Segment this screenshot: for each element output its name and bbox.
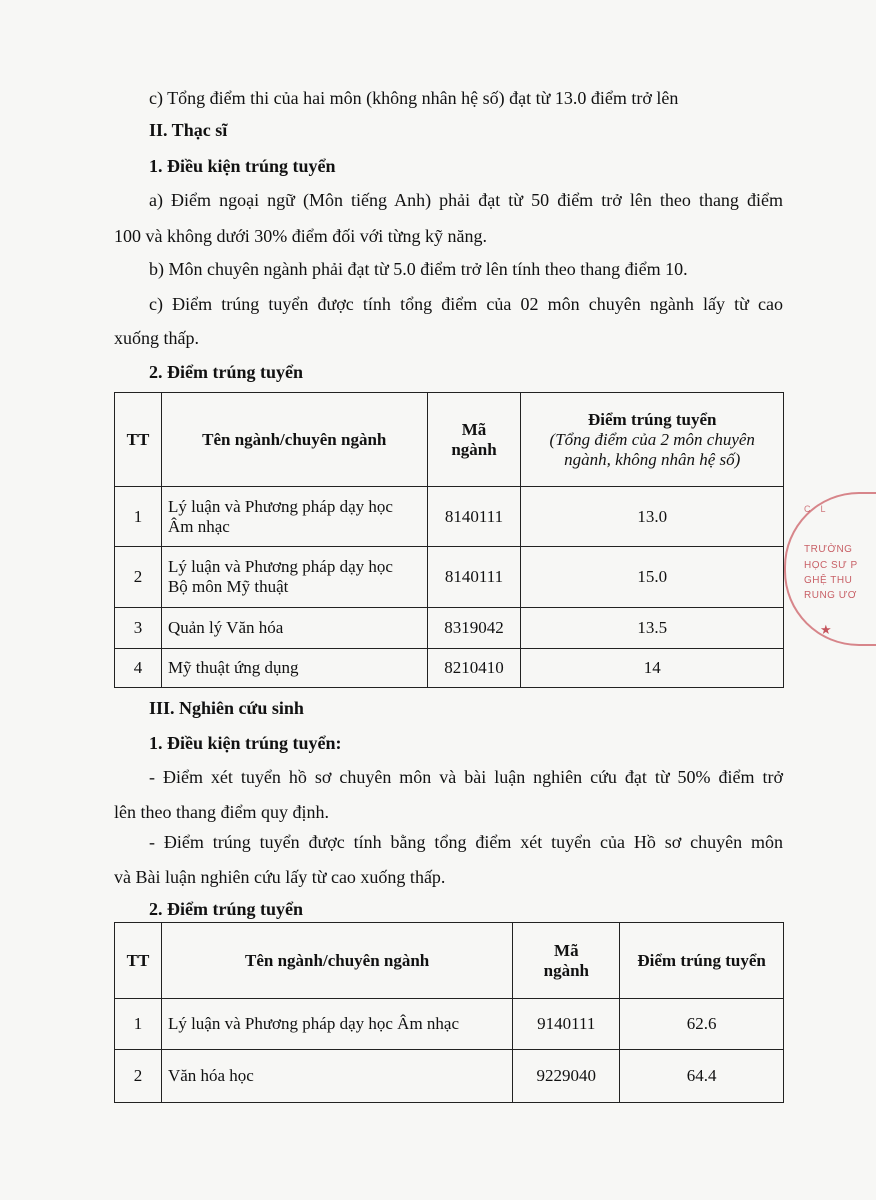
heading-dieu-kien-1: 1. Điều kiện trúng tuyển <box>149 156 336 176</box>
table-row <box>115 999 784 1050</box>
paragraph-ncs2-line1: - Điểm trúng tuyển được tính bằng tổng điểm xét tuyển của Hồ sơ chuyên môn <box>149 832 783 852</box>
cell-name: Quản lý Văn hóa <box>161 608 427 649</box>
cell-code: 8210410 <box>427 649 521 688</box>
paragraph-c-line1: c) Điểm trúng tuyển được tính tổng điểm của 02 môn chuyên ngành lấy từ cao <box>149 294 783 314</box>
paragraph-ncs1-line2: lên theo thang điểm quy định. <box>114 802 329 822</box>
cell-code: 8140111 <box>427 547 521 608</box>
school-seal <box>784 492 876 646</box>
header-score: Điểm trúng tuyển <box>620 923 784 999</box>
cell-name: Văn hóa học <box>161 1050 512 1103</box>
cell-code: 8319042 <box>427 608 521 649</box>
header-score-title: Điểm trúng tuyển <box>588 409 717 429</box>
seal-star-icon: ★ <box>820 622 832 637</box>
cell-tt: 1 <box>115 487 162 547</box>
cell-tt: 3 <box>115 608 162 649</box>
paragraph-a-line1: a) Điểm ngoại ngữ (Môn tiếng Anh) phải đạt từ 50 điểm trở lên theo thang điểm <box>149 190 783 210</box>
heading-dieu-kien-2: 1. Điều kiện trúng tuyển: <box>149 733 342 753</box>
cell-tt: 1 <box>115 999 162 1050</box>
seal-text-line2: HỌC SƯ P <box>804 560 858 571</box>
heading-thac-si: II. Thạc sĩ <box>149 120 228 140</box>
header-code <box>427 393 521 487</box>
header-score <box>521 393 784 487</box>
paragraph-ncs1-line1: - Điểm xét tuyển hồ sơ chuyên môn và bài luận nghiên cứu đạt từ 50% điểm trở <box>149 767 783 787</box>
paragraph-c-line2: xuống thấp. <box>114 328 199 348</box>
cell-score: 62.6 <box>620 999 784 1050</box>
header-score-note-line2: ngành, không nhân hệ số) <box>564 449 741 469</box>
seal-text-line3: GHỆ THU <box>804 575 853 586</box>
cell-score: 15.0 <box>521 547 784 608</box>
header-code <box>513 923 620 999</box>
table-row <box>115 487 784 547</box>
table-row <box>115 649 784 688</box>
cell-name-line1: Lý luận và Phương pháp dạy học <box>167 496 393 516</box>
masters-score-table <box>114 392 784 688</box>
cell-score: 64.4 <box>620 1050 784 1103</box>
cell-name: Lý luận và Phương pháp dạy học Âm nhạc <box>161 999 512 1050</box>
seal-text-line4: RUNG ƯƠ <box>804 590 857 601</box>
cell-name-line1: Lý luận và Phương pháp dạy học <box>167 557 393 576</box>
header-tt: TT <box>115 393 162 487</box>
paragraph-a-line2: 100 và không dưới 30% điểm đối với từng kỹ năng. <box>114 226 488 246</box>
heading-diem-trung-tuyen-2: 2. Điểm trúng tuyển <box>149 899 303 919</box>
cell-name <box>161 547 427 608</box>
header-tt: TT <box>115 923 162 999</box>
header-name: Tên ngành/chuyên ngành <box>161 393 427 487</box>
cell-tt: 2 <box>115 1050 162 1103</box>
table-row <box>115 608 784 649</box>
table-row <box>115 547 784 608</box>
cell-score: 13.0 <box>521 487 784 547</box>
header-name: Tên ngành/chuyên ngành <box>161 923 512 999</box>
header-code-line2: ngành <box>451 439 497 459</box>
cell-name: Mỹ thuật ứng dụng <box>161 649 427 688</box>
header-code-line1: Mã <box>461 419 487 439</box>
cell-code: 8140111 <box>427 487 521 547</box>
heading-nghien-cuu-sinh: III. Nghiên cứu sinh <box>149 698 304 718</box>
table-row <box>115 1050 784 1103</box>
cell-code: 9229040 <box>513 1050 620 1103</box>
paragraph-c-total-score: c) Tổng điểm thi của hai môn (không nhân hệ số) đạt từ 13.0 điểm trở lên <box>149 88 679 108</box>
header-code-line2: ngành <box>543 960 589 980</box>
table-header-row <box>115 923 784 999</box>
cell-name <box>161 487 427 547</box>
cell-tt: 4 <box>115 649 162 688</box>
header-score-note-line1: (Tổng điểm của 2 môn chuyên <box>549 429 755 449</box>
cell-name-line2: Bộ môn Mỹ thuật <box>167 577 289 596</box>
paragraph-b: b) Môn chuyên ngành phải đạt từ 5.0 điểm trở lên tính theo thang điểm 10. <box>149 259 688 279</box>
cell-score: 13.5 <box>521 608 784 649</box>
header-code-line1: Mã <box>554 940 579 960</box>
cell-code: 9140111 <box>513 999 620 1050</box>
cell-name-line2: Âm nhạc <box>167 516 230 536</box>
heading-diem-trung-tuyen-1: 2. Điểm trúng tuyển <box>149 362 303 382</box>
seal-ring-text: C L <box>804 504 826 514</box>
doctoral-score-table <box>114 922 784 1103</box>
table-header-row <box>115 393 784 487</box>
cell-score: 14 <box>521 649 784 688</box>
seal-text-line1: TRƯỜNG <box>804 544 853 555</box>
cell-tt: 2 <box>115 547 162 608</box>
paragraph-ncs2-line2: và Bài luận nghiên cứu lấy từ cao xuống thấp. <box>114 867 446 887</box>
